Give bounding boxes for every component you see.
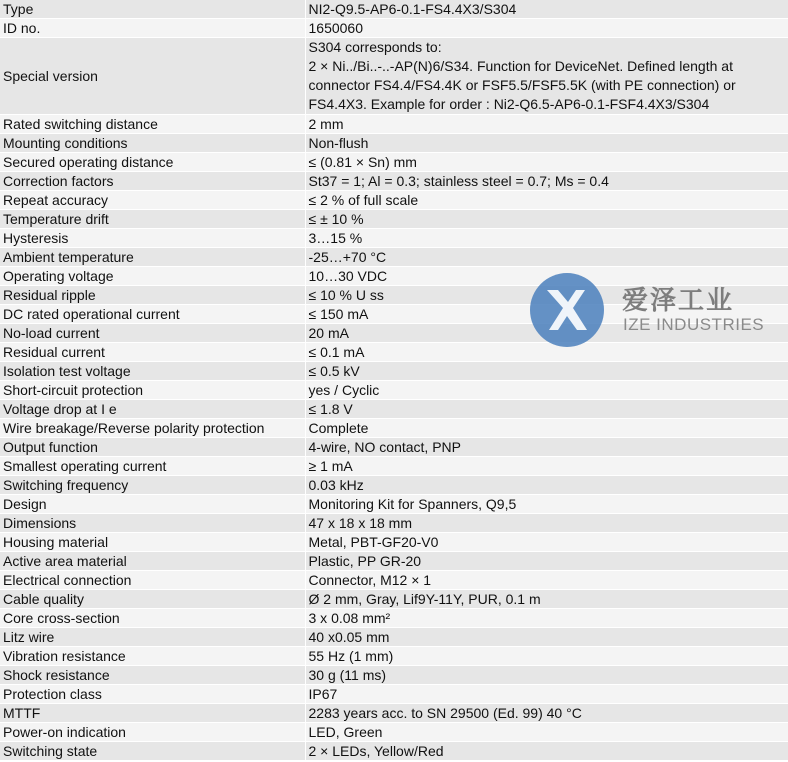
- spec-row: [0, 723, 788, 742]
- spec-row: [0, 381, 788, 400]
- spec-value: ≤ 0.5 kV: [305, 362, 788, 381]
- spec-label: Cable quality: [0, 590, 305, 609]
- spec-value: ≤ 150 mA: [305, 305, 788, 324]
- spec-value: 2 × LEDs, Yellow/Red: [305, 742, 788, 761]
- spec-label: Secured operating distance: [0, 153, 305, 172]
- spec-value: LED, Green: [305, 723, 788, 742]
- spec-row: [0, 362, 788, 381]
- spec-row: [0, 210, 788, 229]
- watermark-cn-text: 爱泽工业: [622, 286, 735, 316]
- spec-label: Design: [0, 495, 305, 514]
- spec-row: [0, 191, 788, 210]
- spec-row: [0, 647, 788, 666]
- spec-value: 0.03 kHz: [305, 476, 788, 495]
- spec-value: ≤ 0.1 mA: [305, 343, 788, 362]
- spec-label: Smallest operating current: [0, 457, 305, 476]
- spec-value: 2283 years acc. to SN 29500 (Ed. 99) 40 °C: [305, 704, 788, 723]
- spec-row: [0, 514, 788, 533]
- spec-row: [0, 552, 788, 571]
- spec-row: [0, 134, 788, 153]
- spec-row: [0, 115, 788, 134]
- spec-value: ≤ 10 % U ss: [305, 286, 788, 305]
- spec-label: Voltage drop at I e: [0, 400, 305, 419]
- spec-label: Wire breakage/Reverse polarity protection: [0, 419, 305, 438]
- spec-row: [0, 172, 788, 191]
- spec-value: ≥ 1 mA: [305, 457, 788, 476]
- spec-row: [0, 533, 788, 552]
- spec-label: Litz wire: [0, 628, 305, 647]
- spec-value: 30 g (11 ms): [305, 666, 788, 685]
- spec-value: 40 x0.05 mm: [305, 628, 788, 647]
- spec-label: Repeat accuracy: [0, 191, 305, 210]
- spec-label: Protection class: [0, 685, 305, 704]
- spec-label: ID no.: [0, 19, 305, 38]
- spec-label: Active area material: [0, 552, 305, 571]
- spec-value: Ø 2 mm, Gray, Lif9Y-11Y, PUR, 0.1 m: [305, 590, 788, 609]
- spec-row: [0, 229, 788, 248]
- spec-label: Short-circuit protection: [0, 381, 305, 400]
- spec-row: [0, 476, 788, 495]
- spec-value: ≤ (0.81 × Sn) mm: [305, 153, 788, 172]
- spec-row: [0, 666, 788, 685]
- spec-label: Power-on indication: [0, 723, 305, 742]
- spec-label: Shock resistance: [0, 666, 305, 685]
- spec-value: St37 = 1; Al = 0.3; stainless steel = 0.7; Ms = 0.4: [305, 172, 788, 191]
- spec-value: 3…15 %: [305, 229, 788, 248]
- spec-value: Monitoring Kit for Spanners, Q9,5: [305, 495, 788, 514]
- spec-label: Special version: [0, 38, 305, 115]
- spec-row: [0, 248, 788, 267]
- spec-row: [0, 438, 788, 457]
- spec-label: Temperature drift: [0, 210, 305, 229]
- spec-value: 20 mA: [305, 324, 788, 343]
- spec-label: Electrical connection: [0, 571, 305, 590]
- spec-label: Core cross-section: [0, 609, 305, 628]
- watermark-en-text: IZE INDUSTRIES: [623, 315, 765, 334]
- spec-label: MTTF: [0, 704, 305, 723]
- spec-value: IP67: [305, 685, 788, 704]
- spec-value: 4-wire, NO contact, PNP: [305, 438, 788, 457]
- spec-value: 3 x 0.08 mm²: [305, 609, 788, 628]
- spec-value: 10…30 VDC: [305, 267, 788, 286]
- spec-value: Connector, M12 × 1: [305, 571, 788, 590]
- spec-label: Output function: [0, 438, 305, 457]
- spec-row: [0, 19, 788, 38]
- spec-row: [0, 495, 788, 514]
- spec-label: Vibration resistance: [0, 647, 305, 666]
- spec-value: ≤ ± 10 %: [305, 210, 788, 229]
- spec-value: Metal, PBT-GF20-V0: [305, 533, 788, 552]
- spec-value: S304 corresponds to: 2 × Ni../Bi..-..-AP(N)6/S34. Function for DeviceNet. Defined length at connector FS4.4/FS4.4K or FSF5.5/FSF5.5K (with PE connection) or FS4.4X3. Example for order : Ni2-Q6.5-AP6-0.1-FSF4.4X3/S304: [305, 38, 788, 115]
- spec-label: Housing material: [0, 533, 305, 552]
- spec-value: 2 mm: [305, 115, 788, 134]
- spec-row: [0, 609, 788, 628]
- spec-label: DC rated operational current: [0, 305, 305, 324]
- spec-label: Hysteresis: [0, 229, 305, 248]
- spec-row: [0, 742, 788, 761]
- watermark: [527, 268, 767, 358]
- spec-row: [0, 153, 788, 172]
- spec-label: Dimensions: [0, 514, 305, 533]
- spec-value: Plastic, PP GR-20: [305, 552, 788, 571]
- spec-row: [0, 704, 788, 723]
- spec-row: [0, 419, 788, 438]
- spec-value: Complete: [305, 419, 788, 438]
- spec-label: Switching frequency: [0, 476, 305, 495]
- spec-value: ≤ 1.8 V: [305, 400, 788, 419]
- spec-label: Isolation test voltage: [0, 362, 305, 381]
- spec-label: Mounting conditions: [0, 134, 305, 153]
- spec-row: [0, 0, 788, 19]
- spec-value: 55 Hz (1 mm): [305, 647, 788, 666]
- spec-row: [0, 628, 788, 647]
- spec-label: Residual ripple: [0, 286, 305, 305]
- spec-label: Type: [0, 0, 305, 19]
- spec-value: NI2-Q9.5-AP6-0.1-FS4.4X3/S304: [305, 0, 788, 19]
- ize-logo-icon: [527, 268, 607, 358]
- spec-row: [0, 685, 788, 704]
- spec-label: Correction factors: [0, 172, 305, 191]
- spec-label: No-load current: [0, 324, 305, 343]
- spec-row: [0, 38, 788, 115]
- spec-value: ≤ 2 % of full scale: [305, 191, 788, 210]
- spec-row: [0, 571, 788, 590]
- spec-value: Non-flush: [305, 134, 788, 153]
- spec-label: Ambient temperature: [0, 248, 305, 267]
- spec-label: Operating voltage: [0, 267, 305, 286]
- spec-value: 47 x 18 x 18 mm: [305, 514, 788, 533]
- spec-label: Rated switching distance: [0, 115, 305, 134]
- spec-row: [0, 590, 788, 609]
- spec-row: [0, 457, 788, 476]
- spec-label: Residual current: [0, 343, 305, 362]
- spec-row: [0, 400, 788, 419]
- spec-value: yes / Cyclic: [305, 381, 788, 400]
- spec-label: Switching state: [0, 742, 305, 761]
- spec-value: 1650060: [305, 19, 788, 38]
- spec-value: -25…+70 °C: [305, 248, 788, 267]
